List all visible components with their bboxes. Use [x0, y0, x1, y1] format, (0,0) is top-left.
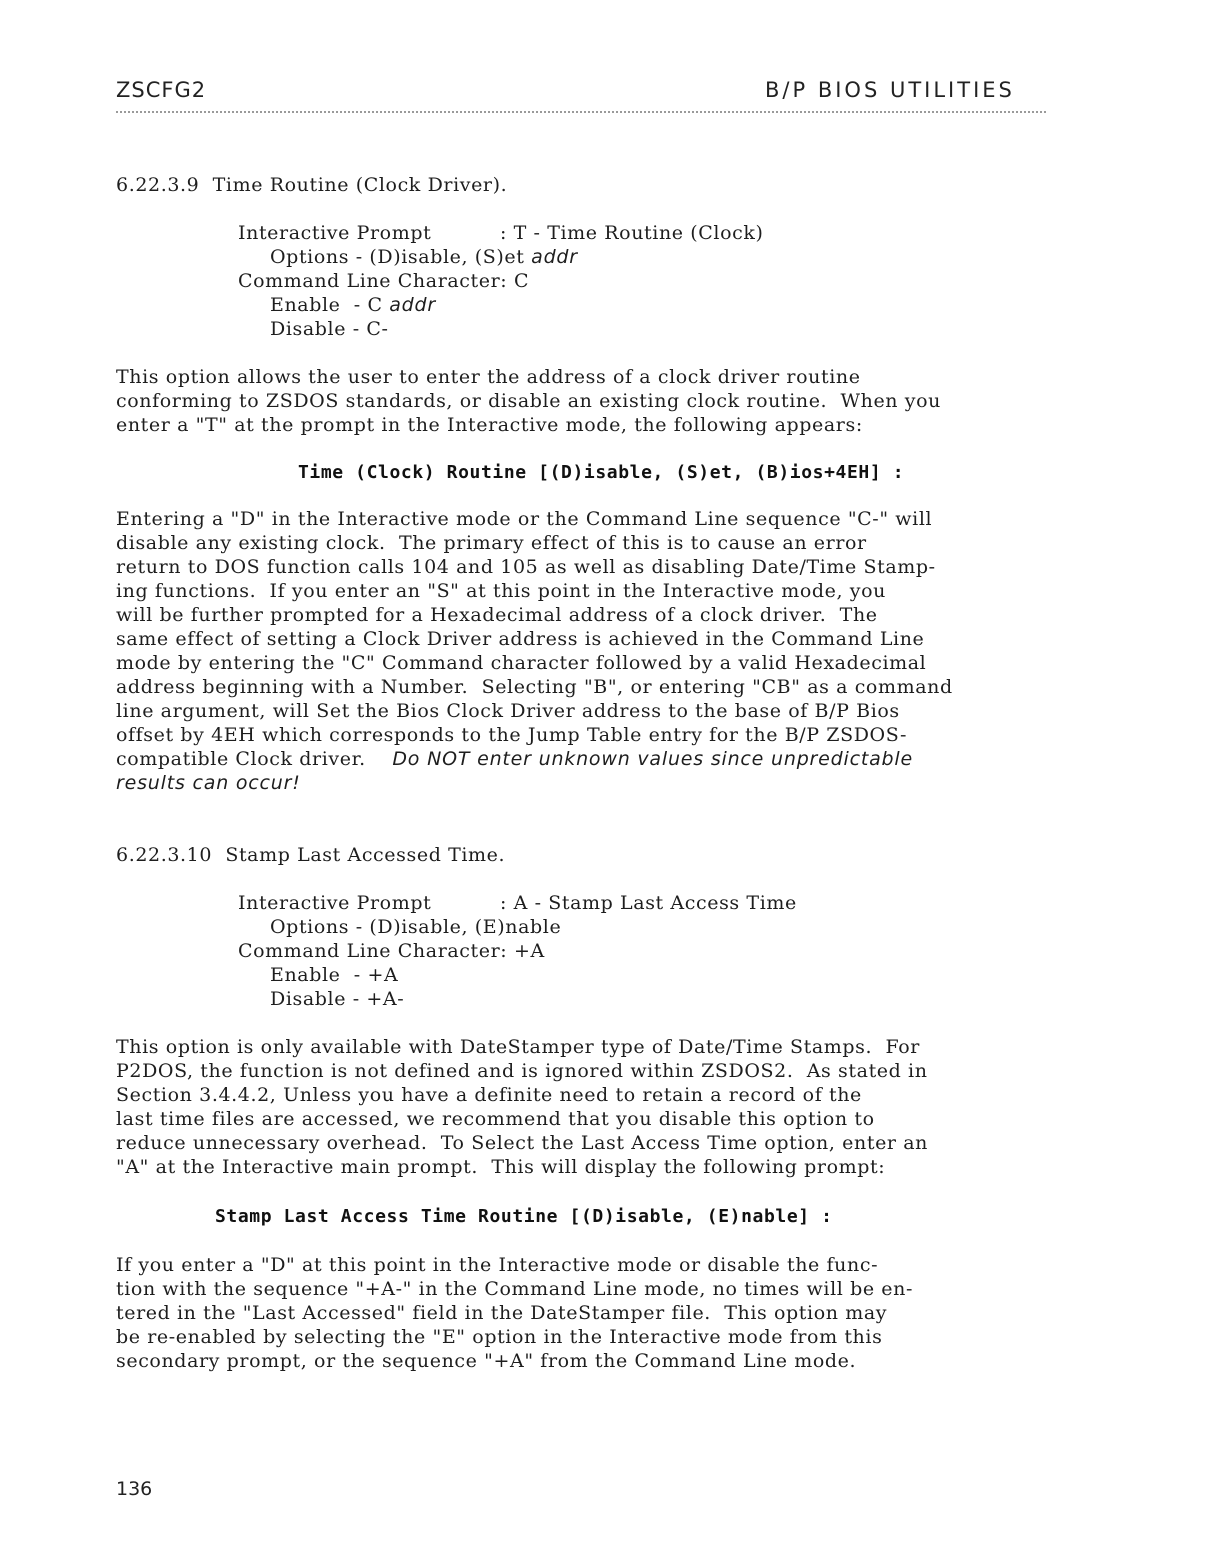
- options-label: [270, 246, 578, 268]
- paragraph-line: return to DOS function calls 104 and 105 as well as disabling Date/Time Stamp-: [116, 556, 936, 578]
- paragraph-line: same effect of setting a Clock Driver address is achieved in the Command Line: [116, 628, 925, 650]
- interactive-prompt-value: : T - Time Routine (Clock): [500, 222, 764, 244]
- paragraph-line: mode by entering the "C" Command character followed by a valid Hexadecimal: [116, 652, 927, 674]
- enable-line: Enable - +A: [270, 964, 399, 986]
- header-divider: [116, 111, 1046, 113]
- paragraph-line: P2DOS, the function is not defined and is ignored within ZSDOS2. As stated in: [116, 1060, 928, 1082]
- options-label: Options - (D)isable, (E)nable: [270, 916, 562, 938]
- paragraph-line: last time files are accessed, we recommend that you disable this option to: [116, 1108, 875, 1130]
- paragraph-text: compatible Clock driver.: [116, 748, 366, 770]
- enable-label: Enable - C: [270, 294, 383, 316]
- paragraph-line: "A" at the Interactive main prompt. This will display the following prompt:: [116, 1156, 886, 1178]
- paragraph-line: If you enter a "D" at this point in the Interactive mode or disable the func-: [116, 1254, 879, 1276]
- page-number: 136: [116, 1478, 153, 1500]
- paragraph-line: This option allows the user to enter the address of a clock driver routine: [116, 366, 861, 388]
- paragraph-line: enter a "T" at the prompt in the Interactive mode, the following appears:: [116, 414, 863, 436]
- section-heading-stamp-last-accessed: 6.22.3.10 Stamp Last Accessed Time.: [116, 844, 506, 866]
- paragraph-line: tion with the sequence "+A-" in the Command Line mode, no times will be en-: [116, 1278, 914, 1300]
- time-routine-prompt-display: Time (Clock) Routine [(D)isable, (S)et, (B)ios+4EH] :: [298, 462, 905, 483]
- enable-line: [270, 294, 436, 316]
- paragraph-line: line argument, will Set the Bios Clock Driver address to the base of B/P Bios: [116, 700, 900, 722]
- paragraph-line: secondary prompt, or the sequence "+A" from the Command Line mode.: [116, 1350, 857, 1372]
- options-text: Options - (D)isable, (S)et: [270, 246, 525, 268]
- warning-text-end: [116, 772, 1036, 794]
- interactive-prompt-label: Interactive Prompt: [238, 892, 432, 914]
- header-title-left: ZSCFG2: [116, 78, 207, 102]
- paragraph-line: conforming to ZSDOS standards, or disable an existing clock routine. When you: [116, 390, 941, 412]
- header-title-right: B/P BIOS UTILITIES: [765, 78, 1015, 102]
- paragraph-line: reduce unnecessary overhead. To Select the Last Access Time option, enter an: [116, 1132, 929, 1154]
- paragraph-line: This option is only available with DateStamper type of Date/Time Stamps. For: [116, 1036, 920, 1058]
- enable-addr: addr: [389, 294, 437, 316]
- warning-text: results can occur!: [116, 772, 301, 794]
- paragraph-line-with-warning: [116, 748, 1036, 770]
- interactive-prompt-value: : A - Stamp Last Access Time: [500, 892, 797, 914]
- section-heading-time-routine: 6.22.3.9 Time Routine (Clock Driver).: [116, 174, 508, 196]
- paragraph-line: tered in the "Last Accessed" field in the DateStamper file. This option may: [116, 1302, 888, 1324]
- paragraph-line: be re-enabled by selecting the "E" option in the Interactive mode from this: [116, 1326, 883, 1348]
- command-line-character: Command Line Character: +A: [238, 940, 545, 962]
- warning-text: Do NOT enter unknown values since unpredictable: [392, 748, 913, 770]
- stamp-last-access-prompt-display: Stamp Last Access Time Routine [(D)isable, (E)nable] :: [215, 1206, 833, 1227]
- paragraph-line: will be further prompted for a Hexadecimal address of a clock driver. The: [116, 604, 878, 626]
- paragraph-line: Section 3.4.4.2, Unless you have a definite need to retain a record of the: [116, 1084, 862, 1106]
- paragraph-line: disable any existing clock. The primary effect of this is to cause an error: [116, 532, 867, 554]
- paragraph-line: ing functions. If you enter an "S" at this point in the Interactive mode, you: [116, 580, 886, 602]
- options-addr: addr: [531, 246, 578, 268]
- interactive-prompt-label: Interactive Prompt: [238, 222, 432, 244]
- paragraph-line: address beginning with a Number. Selecting "B", or entering "CB" as a command: [116, 676, 953, 698]
- disable-line: Disable - C-: [270, 318, 389, 340]
- paragraph-line: Entering a "D" in the Interactive mode or the Command Line sequence "C-" will: [116, 508, 933, 530]
- disable-line: Disable - +A-: [270, 988, 405, 1010]
- command-line-character: Command Line Character: C: [238, 270, 530, 292]
- paragraph-line: offset by 4EH which corresponds to the Jump Table entry for the B/P ZSDOS-: [116, 724, 908, 746]
